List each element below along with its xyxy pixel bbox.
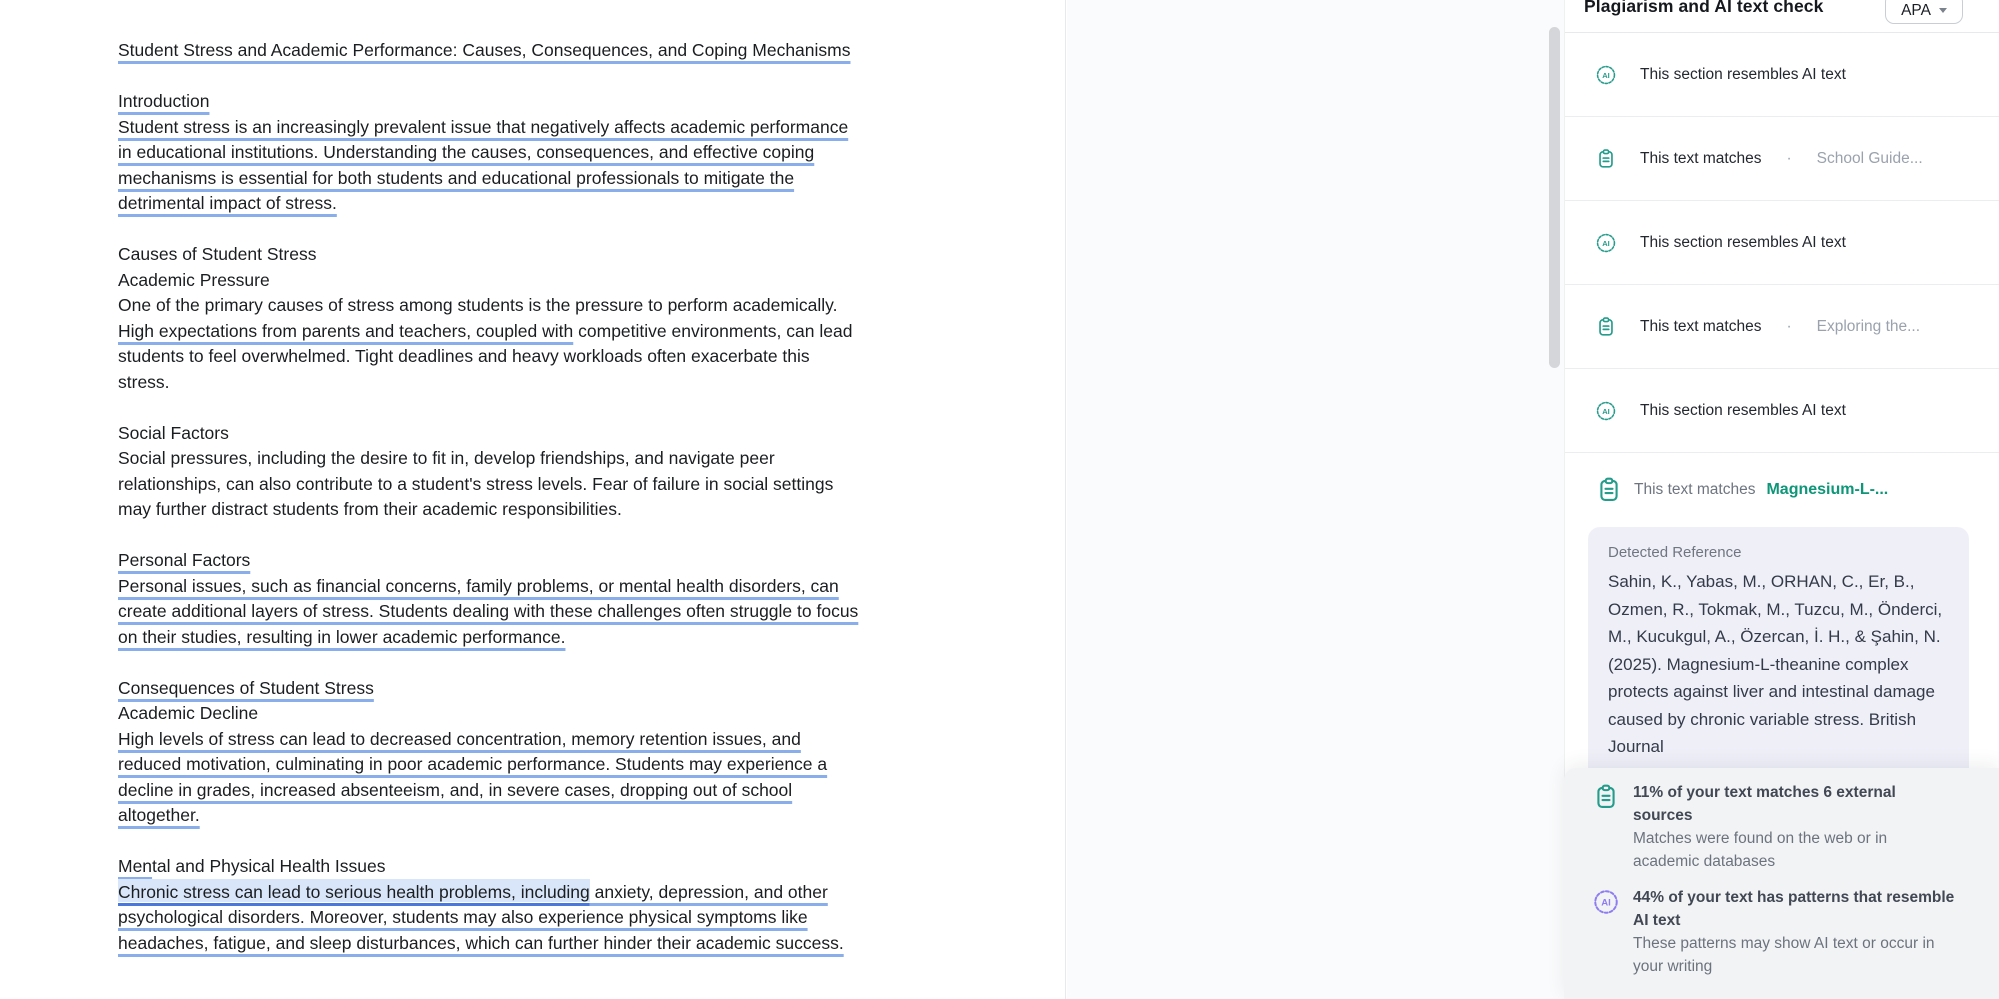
matched-text[interactable]: Consequences of Student Stress: [118, 677, 374, 698]
doc-line: [118, 446, 1065, 472]
plagiarism-summary-row[interactable]: [1592, 781, 1999, 873]
doc-blank-line: [118, 395, 1065, 421]
doc-line: [118, 319, 1065, 345]
doc-text: Causes of Student Stress: [118, 244, 317, 264]
clipboard-icon: [1595, 476, 1623, 504]
matched-text[interactable]: create additional layers of stress. Students dealing with these challenges often struggle to focus: [118, 601, 859, 621]
matched-text[interactable]: Introduction: [118, 91, 210, 111]
doc-line: [118, 752, 1065, 778]
item-label: This text matches: [1634, 481, 1756, 498]
match-item-active[interactable]: [1565, 453, 1999, 527]
matched-source-link[interactable]: Magnesium-L-...: [1766, 481, 1889, 498]
item-label: This section resembles AI text: [1640, 233, 1846, 251]
check-results-list: [1565, 33, 1999, 527]
ai-section-item[interactable]: [1565, 369, 1999, 453]
highlighted-match-text[interactable]: Chronic stress can lead to serious health problems, including: [118, 881, 590, 902]
svg-text:AI: AI: [1601, 897, 1611, 909]
matched-text[interactable]: Personal Factors: [118, 550, 251, 570]
doc-blank-line: [118, 217, 1065, 243]
doc-line: [118, 574, 1065, 600]
doc-line: [118, 242, 1065, 268]
doc-line: [118, 421, 1065, 447]
item-separator: ·: [1786, 317, 1792, 335]
doc-line: [118, 778, 1065, 804]
matched-text[interactable]: Student stress is an increasingly prevalent issue that negatively affects academic performance: [118, 116, 849, 137]
item-label: This text matches: [1640, 317, 1762, 335]
matched-source[interactable]: Exploring the...: [1816, 317, 1921, 335]
svg-text:AI: AI: [1602, 70, 1610, 80]
plagiarism-panel: [1564, 0, 1999, 999]
doc-text: tal and Physical Health Issues: [152, 856, 386, 876]
doc-blank-line: [118, 650, 1065, 676]
match-item[interactable]: [1565, 285, 1999, 369]
matched-text[interactable]: Personal issues, such as financial concerns, family problems, or mental health disorders, can: [118, 575, 839, 596]
doc-blank-line: [118, 523, 1065, 549]
doc-text: One of the primary causes of stress among students is the pressure to perform academically.: [118, 295, 838, 315]
doc-line: [118, 268, 1065, 294]
editor-gutter: [1067, 0, 1564, 999]
svg-text:AI: AI: [1602, 406, 1610, 416]
doc-line: [118, 38, 1065, 64]
doc-text: Social Factors: [118, 422, 229, 443]
ai-section-item[interactable]: [1565, 33, 1999, 117]
matched-text[interactable]: reduced motivation, culminating in poor academic performance. Students may experience a: [118, 754, 828, 774]
vertical-scrollbar[interactable]: [1549, 27, 1560, 368]
matched-text[interactable]: anxiety, depression, and other: [589, 881, 828, 902]
doc-line: [118, 344, 1065, 370]
ai-section-item[interactable]: [1565, 201, 1999, 285]
matched-source[interactable]: School Guide...: [1816, 149, 1923, 167]
matched-text[interactable]: in educational institutions. Understanding the causes, consequences, and effective coping: [118, 142, 815, 162]
citation-style-value: APA: [1901, 1, 1931, 19]
doc-line: [118, 625, 1065, 651]
detected-reference-label: Detected Reference: [1608, 544, 1742, 561]
matched-text[interactable]: Student Stress and Academic Performance: Causes, Consequences, and Coping Mechanisms: [118, 40, 851, 60]
doc-blank-line: [118, 64, 1065, 90]
clipboard-icon: [1592, 781, 1620, 873]
detected-reference-card[interactable]: [1588, 527, 1969, 779]
doc-line: [118, 497, 1065, 523]
matched-text[interactable]: detrimental impact of stress.: [118, 193, 337, 213]
matched-text[interactable]: on their studies, resulting in lower academic performance.: [118, 626, 566, 647]
item-separator: ·: [1786, 149, 1792, 167]
doc-line: [118, 140, 1065, 166]
ai-badge-icon: [1595, 400, 1617, 422]
doc-line: [118, 293, 1065, 319]
matched-text[interactable]: High levels of stress can lead to decreased concentration, memory retention issues, and: [118, 728, 801, 749]
doc-line: [118, 115, 1065, 141]
doc-line: [118, 727, 1065, 753]
matched-text[interactable]: altogether.: [118, 805, 200, 825]
ai-badge-icon: [1595, 64, 1617, 86]
doc-text: stress.: [118, 371, 170, 392]
ai-badge-icon: [1595, 232, 1617, 254]
doc-line: [118, 548, 1065, 574]
doc-line: [118, 191, 1065, 217]
chevron-down-icon: [1939, 8, 1947, 13]
summary-title: 11% of your text matches 6 external sources: [1633, 784, 1896, 824]
doc-text: students to feel overwhelmed. Tight deadlines and heavy workloads often exacerbate this: [118, 346, 810, 366]
doc-line: [118, 803, 1065, 829]
panel-header: [1565, 0, 1999, 33]
matched-text[interactable]: psychological disorders. Moreover, students may also experience physical symptoms like: [118, 907, 808, 927]
detected-reference-citation: Sahin, K., Yabas, M., ORHAN, C., Er, B., Ozmen, R., Tokmak, M., Tuzcu, M., Önderci, M., Kucukgul, A., Özercan, İ. H., & Şahin, N. (2025). Magnesium-L-theanine complex protects against liver and intestinal damage caused by chronic variable stress. British Journal: [1608, 572, 1943, 756]
doc-line: [118, 676, 1065, 702]
item-label: This text matches: [1640, 149, 1762, 167]
doc-line: [118, 89, 1065, 115]
doc-line: [118, 931, 1065, 957]
doc-text: competitive environments, can lead: [573, 320, 853, 341]
doc-text: Academic Decline: [118, 703, 259, 723]
doc-text: Academic Pressure: [118, 269, 270, 290]
doc-blank-line: [118, 829, 1065, 855]
summary-description: Matches were found on the web or in academic databases: [1633, 830, 1888, 870]
doc-text: Social pressures, including the desire to fit in, develop friendships, and navigate peer: [118, 448, 775, 468]
matched-text[interactable]: decline in grades, increased absenteeism, and, in severe cases, dropping out of school: [118, 779, 793, 800]
item-label: This section resembles AI text: [1640, 401, 1846, 419]
matched-text[interactable]: High expectations from parents and teachers, coupled with: [118, 320, 574, 341]
doc-line: [118, 370, 1065, 396]
clipboard-icon: [1595, 148, 1617, 170]
panel-title: Plagiarism and AI text check: [1584, 0, 1824, 16]
citation-style-dropdown[interactable]: [1885, 0, 1963, 24]
summary-popup: [1564, 768, 1999, 999]
doc-line: [118, 880, 1065, 906]
item-label: This section resembles AI text: [1640, 65, 1846, 83]
matched-text[interactable]: headaches, fatigue, and sleep disturbances, which can further hinder their academic success.: [118, 932, 844, 953]
summary-description: These patterns may show AI text or occur in your writing: [1633, 935, 1935, 975]
ai-summary-row[interactable]: [1592, 886, 1999, 978]
doc-line: [118, 905, 1065, 931]
clipboard-icon: [1595, 316, 1617, 338]
match-item[interactable]: [1565, 117, 1999, 201]
doc-text: may further distract students from their academic responsibilities.: [118, 499, 622, 519]
ai-badge-icon: [1592, 886, 1620, 978]
matched-text[interactable]: mechanisms is essential for both students and educational professionals to mitigate the: [118, 167, 795, 188]
svg-text:AI: AI: [1602, 238, 1610, 248]
summary-title: 44% of your text has patterns that resemble AI text: [1633, 889, 1955, 929]
doc-line: [118, 701, 1065, 727]
doc-line: [118, 599, 1065, 625]
matched-text[interactable]: Men: [118, 856, 153, 876]
doc-text: relationships, can also contribute to a student's stress levels. Fear of failure in social settings: [118, 473, 834, 494]
doc-line: [118, 472, 1065, 498]
doc-line: [118, 854, 1065, 880]
doc-line: [118, 166, 1065, 192]
